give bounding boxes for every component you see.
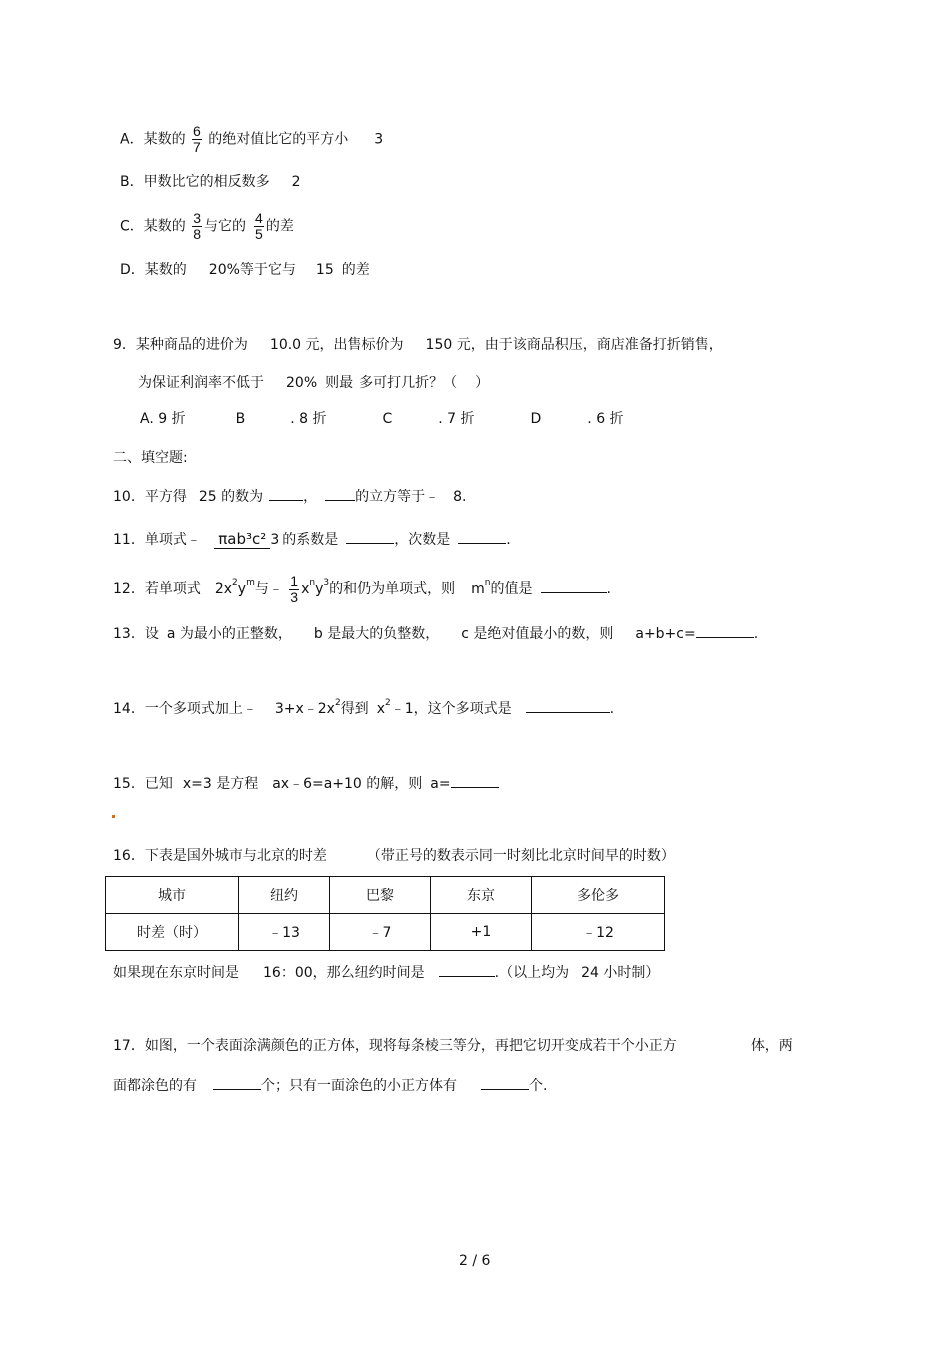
time-difference-table — [105, 876, 665, 951]
answer-blank[interactable] — [346, 529, 394, 544]
answer-blank[interactable] — [481, 1075, 529, 1090]
option-a: A．某数的 $\frac{6}{7}$ 的绝对值比它的平方小 3 — [120, 123, 384, 155]
answer-blank[interactable] — [451, 773, 499, 788]
fraction-3-8: $\frac{3}{8}$ — [193, 210, 202, 242]
fraction-6-7: $\frac{6}{7}$ — [193, 123, 201, 155]
answer-blank[interactable] — [325, 486, 355, 501]
question-15: 15．已知 x=3 是方程 ax﹣6=a+10 的解，则 a= — [113, 773, 499, 793]
table-cell: 巴黎 — [330, 877, 431, 914]
table-cell: +1 — [431, 914, 532, 951]
question-12: 12．若单项式 $2x^2y^m$与﹣ $\frac{1}{3}$ $x^ny^3$的和仍为单项式，则 $m^n$的值是 . — [113, 572, 611, 605]
question-9-line2: 为保证利润率不低于 20% 则最 多可打几折？（ ） — [138, 375, 490, 391]
question-9-options: A. 9 折 B . 8 折 C . 7 折 D . 6 折 — [140, 411, 624, 427]
page-number: 2 / 6 — [459, 1253, 491, 1269]
question-16-followup: 如果现在东京时间是 16：00，那么纽约时间是 .（以上均为 24 小时制） — [113, 962, 659, 982]
table-row — [106, 914, 665, 951]
table-cell: ﹣13 — [239, 914, 330, 951]
option-c: C．某数的 $\frac{3}{8}$ 与它的 $\frac{4}{5}$ 的差 — [120, 210, 294, 242]
answer-blank[interactable] — [696, 623, 754, 638]
table-cell: 城市 — [106, 877, 239, 914]
table-cell: 多伦多 — [532, 877, 665, 914]
section-title: 二、填空题: — [113, 450, 188, 466]
answer-blank[interactable] — [541, 578, 607, 593]
fraction-4-5: $\frac{4}{5}$ — [255, 210, 263, 242]
table-cell: ﹣12 — [532, 914, 665, 951]
table-row — [106, 877, 665, 914]
question-13: 13．设 a 为最小的正整数， b 是最大的负整数， c 是绝对值最小的数，则 a+b+c= . — [113, 623, 758, 643]
answer-blank[interactable] — [213, 1075, 261, 1090]
question-11: 11．单项式﹣ πab³c² 3 的系数是 ，次数是 . — [113, 530, 511, 548]
question-9-line1: 9．某种商品的进价为 10.0 元，出售标价为 150 元，由于该商品积压，商店准备打折销售， — [113, 337, 723, 353]
fraction-1-3: $\frac{1}{3}$ — [290, 572, 299, 605]
answer-blank[interactable] — [269, 486, 303, 501]
monomial-fraction: πab³c² 3 — [214, 531, 279, 549]
answer-blank[interactable] — [526, 698, 610, 713]
question-14: 14．一个多项式加上﹣ $3+x﹣2x^2$得到 $x^2﹣1$，这个多项式是 . — [113, 698, 615, 717]
option-d: D．某数的 20%等于它与 15 的差 — [120, 262, 370, 278]
question-17-line1: 17．如图，一个表面涂满颜色的正方体，现将每条棱三等分，再把它切开变成若干个小正方 体，两 — [113, 1038, 793, 1054]
question-17-line2: 面都涂色的有 个；只有一面涂色的小正方体有 个. — [113, 1075, 547, 1095]
question-16: 16．下表是国外城市与北京的时差 （带正号的数表示同一时刻比北京时间早的时数） — [113, 848, 675, 864]
table-cell: 时差（时） — [106, 914, 239, 951]
question-10: 10．平方得 25 的数为 ， 的立方等于﹣ 8. — [113, 486, 466, 506]
stray-mark — [112, 815, 115, 818]
answer-blank[interactable] — [458, 529, 506, 544]
table-cell: ﹣7 — [330, 914, 431, 951]
option-b: B．甲数比它的相反数多 2 — [120, 174, 301, 190]
answer-blank[interactable] — [439, 962, 495, 977]
table-cell: 纽约 — [239, 877, 330, 914]
table-cell: 东京 — [431, 877, 532, 914]
